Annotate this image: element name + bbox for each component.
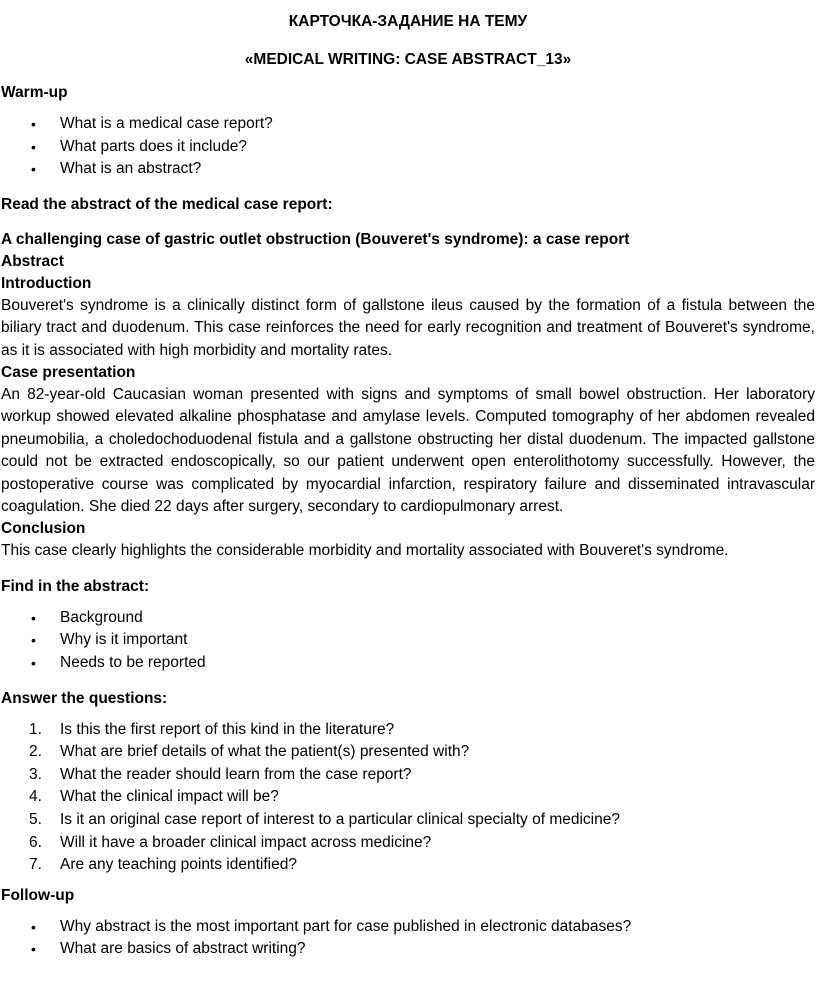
list-item: • What parts does it include? (1, 136, 815, 159)
list-item: • Why is it important (1, 629, 815, 652)
abstract-label: Abstract (1, 252, 64, 270)
list-item: 3. What the reader should learn from the case report? (29, 765, 412, 783)
list-item: • Why abstract is the most important part for case published in electronic databases? (1, 916, 815, 939)
list-item: 1. Is this the first report of this kind in the literature? (29, 720, 395, 738)
bullet-icon: • (31, 655, 36, 672)
case-presentation-text: An 82-year-old Caucasian woman presented with signs and symptoms of small bowel obstruction. Her laboratory workup showed elevated alkaline phosphatase and amylase levels. Computed tomography of her abdomen revealed pneumobilia, a choledochoduodenal fistula and a gallstone obstructing her distal duodenum. The impacted gallstone could not be extracted endoscopically, so our patient underwent open enterolithotomy successfully. However, the postoperative course was complicated by myocardial infarction, respiratory failure and disseminated intravascular coagulation. She died 22 days after surgery, secondary to cardiopulmonary arrest. (1, 386, 815, 516)
introduction-heading: Introduction (1, 274, 92, 292)
conclusion-heading: Conclusion (1, 520, 86, 538)
list-item: • What are basics of abstract writing? (1, 938, 815, 961)
introduction-text: Bouveret's syndrome is a clinically distinct form of gallstone ileus caused by the formation of a fistula between the biliary tract and duodenum. This case reinforces the need for early recognition and treatment of Bouveret's syndrome, as it is associated with high morbidity and mortality rates. (1, 296, 815, 359)
list-item: 7. Are any teaching points identified? (29, 856, 297, 874)
article-title: A challenging case of gastric outlet obstruction (Bouveret's syndrome): a case report (1, 230, 630, 248)
list-item: • What is an abstract? (1, 158, 815, 181)
bullet-icon: • (31, 609, 36, 626)
list-item: 5. Is it an original case report of interest to a particular clinical specialty of medicine? (29, 811, 620, 828)
title-line-2: «MEDICAL WRITING: CASE ABSTRACT_13» (244, 51, 572, 68)
find-heading: Find in the abstract: (1, 577, 150, 595)
bullet-icon: • (31, 161, 36, 178)
bullet-icon: • (31, 941, 36, 958)
bullet-icon: • (31, 918, 36, 935)
questions-list (1, 719, 815, 877)
followup-list (1, 916, 815, 961)
find-list (1, 607, 815, 675)
warmup-list (1, 113, 815, 181)
list-item: • Background (1, 607, 815, 630)
conclusion-text: This case clearly highlights the considerable morbidity and mortality associated with Bouveret's syndrome. (1, 542, 729, 560)
list-item: • What is a medical case report? (1, 113, 815, 136)
questions-heading: Answer the questions: (1, 689, 168, 707)
list-item: • Needs to be reported (1, 652, 815, 675)
followup-heading: Follow-up (1, 886, 75, 904)
worksheet-page (1, 12, 815, 961)
list-item: 6. Will it have a broader clinical impact across medicine? (29, 833, 432, 851)
list-item: 4. What the clinical impact will be? (29, 788, 279, 806)
bullet-icon: • (31, 632, 36, 649)
case-presentation-heading: Case presentation (1, 364, 136, 381)
list-item: 2. What are brief details of what the patient(s) presented with? (29, 743, 470, 761)
warmup-heading: Warm-up (1, 84, 68, 101)
bullet-icon: • (31, 138, 36, 155)
title-line-1: КАРТОЧКА-ЗАДАНИЕ НА ТЕМУ (288, 13, 528, 30)
bullet-icon: • (31, 116, 36, 132)
read-heading: Read the abstract of the medical case report: (1, 195, 333, 213)
